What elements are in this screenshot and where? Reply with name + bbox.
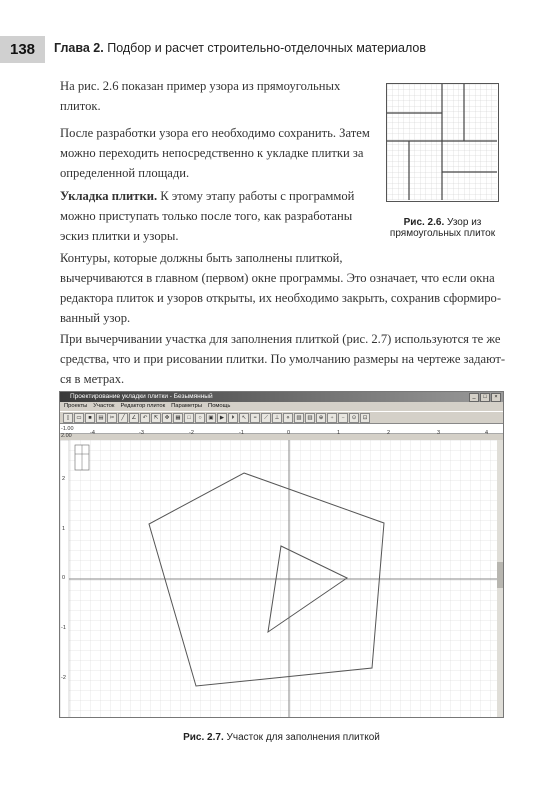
paragraph-2 (60, 123, 380, 183)
text-line: средства, что и при рисовании плитки. По умолчанию размеры на чертеже задают- (60, 352, 506, 366)
ruler-tick-label: 2 (387, 430, 391, 436)
menu-item-help[interactable]: Помощь (208, 403, 231, 409)
figure-2-6-caption (384, 217, 501, 239)
figure-2-7-caption (59, 732, 504, 743)
zoom-in-icon[interactable]: + (327, 413, 337, 423)
text-line: ванный узор. (60, 311, 131, 325)
ruler-tick-label: -4 (90, 430, 95, 436)
ruler-tick-label: -1 (239, 430, 244, 436)
zoom-window-icon[interactable]: ⊡ (360, 413, 370, 423)
ruler-tick-label: -3 (139, 430, 144, 436)
menu-bar (60, 402, 503, 411)
close-button[interactable]: × (491, 393, 501, 402)
caption-text: Узор из (447, 217, 482, 228)
section-run-in-heading: Укладка плитки. (60, 189, 158, 203)
chapter-title: Подбор и расчет строительно-отделочных материалов (107, 41, 427, 55)
undo-icon[interactable]: ↶ (140, 413, 150, 423)
ruler-tick-label: 4 (485, 430, 489, 436)
text-line: определенной площади. (60, 166, 190, 180)
play-icon[interactable]: ▶ (217, 413, 227, 423)
running-header (54, 41, 426, 55)
save-icon[interactable]: ■ (85, 413, 95, 423)
chapter-label: Глава 2. (54, 41, 104, 55)
ruler-tick-label: -2 (61, 675, 66, 681)
text-line: ся в метрах. (60, 372, 125, 386)
figure-label: Рис. 2.6. (403, 217, 445, 228)
toolbar (60, 411, 503, 424)
text-line: вычерчиваются в главном (первом) окне программы. Это означает, что если окна (60, 271, 495, 285)
minimize-button[interactable]: _ (469, 393, 479, 402)
tile-pattern-drawing (387, 84, 497, 200)
print-icon[interactable]: ▤ (96, 413, 106, 423)
text-line: можно переходить непосредственно к укладке плитки за (60, 146, 364, 160)
text-run: К этому этапу работы с программой (157, 189, 355, 203)
hatch-icon[interactable]: ▧ (294, 413, 304, 423)
window-controls (469, 393, 501, 402)
polyline-tool-icon[interactable]: ∠ (129, 413, 139, 423)
caption-line (384, 217, 501, 228)
menu-item-area[interactable]: Участок (93, 403, 115, 409)
zoom-icon[interactable]: ⊕ (316, 413, 326, 423)
ruler-tick-label: 0 (62, 575, 66, 581)
zoom-fit-icon[interactable]: ⊙ (349, 413, 359, 423)
fill-tool-icon[interactable]: ▣ (206, 413, 216, 423)
menu-item-tile-editor[interactable]: Редактор плиток (120, 403, 166, 409)
window-title: Проектирование укладки плитки - Безымянный (70, 393, 213, 400)
maximize-button[interactable]: □ (480, 393, 490, 402)
circle-tool-icon[interactable]: ○ (195, 413, 205, 423)
layers-icon[interactable]: ≡ (250, 413, 260, 423)
text-line: При вычерчивании участка для заполнения плиткой (рис. 2.7) используются те же (60, 332, 501, 346)
ruler-tick-label: 1 (62, 526, 66, 532)
diagonal-icon[interactable]: ⟋ (261, 413, 271, 423)
new-file-icon[interactable]: ▯ (63, 413, 73, 423)
ruler-tick-label: 3 (437, 430, 441, 436)
cut-icon[interactable]: ✂ (107, 413, 117, 423)
text-line: После разработки узора его необходимо сохранить. Затем (60, 126, 370, 140)
text-line: эскиз плитки и узоры. (60, 229, 179, 243)
ruler-tick-label: 1 (337, 430, 341, 436)
text-line: плиток. (60, 99, 101, 113)
paragraph-4 (60, 248, 510, 328)
paragraph-1 (60, 76, 370, 116)
text-line: Контуры, которые должны быть заполнены плиткой, (60, 251, 343, 265)
grid-icon[interactable]: ▦ (173, 413, 183, 423)
text-line: На рис. 2.6 показан пример узора из прямоугольных (60, 79, 341, 93)
program-window-screenshot (59, 391, 504, 718)
window-titlebar (60, 392, 503, 402)
select-tool-icon[interactable]: ⇱ (151, 413, 161, 423)
ruler-tick-label: -2 (189, 430, 194, 436)
text-line (60, 186, 380, 206)
open-folder-icon[interactable]: ▭ (74, 413, 84, 423)
node-icon[interactable]: ⋄ (283, 413, 293, 423)
page-number: 138 (0, 36, 45, 63)
caption-text: Участок для заполнения плиткой (226, 732, 380, 743)
line-tool-icon[interactable]: ╱ (118, 413, 128, 423)
measure-icon[interactable]: ⊥ (272, 413, 282, 423)
figure-label: Рис. 2.7. (183, 732, 224, 743)
tile-pattern-figure (386, 83, 499, 202)
corner-label: -1.00 (61, 426, 74, 432)
zoom-out-icon[interactable]: − (338, 413, 348, 423)
ruler-tick-label: -1 (61, 625, 66, 631)
ruler-labels (60, 426, 503, 718)
step-icon[interactable]: ⏵ (228, 413, 238, 423)
paragraph-5 (60, 329, 510, 389)
drawing-canvas[interactable] (60, 426, 503, 718)
corner-label: 2.00 (61, 433, 72, 439)
rectangle-tool-icon[interactable]: □ (184, 413, 194, 423)
text-line: редактора плиток и узоров открыты, их необходимо закрыть, сохранив сформиро- (60, 291, 502, 305)
text-line: можно приступать только после того, как разработаны (60, 209, 353, 223)
paragraph-3 (60, 186, 380, 246)
ruler-tick-label: 2 (62, 476, 66, 482)
tiles-icon[interactable]: ▥ (305, 413, 315, 423)
menu-item-projects[interactable]: Проекты (64, 403, 88, 409)
caption-line: прямоугольных плиток (389, 228, 496, 239)
move-tool-icon[interactable]: ✥ (162, 413, 172, 423)
menu-item-parameters[interactable]: Параметры (171, 403, 203, 409)
pointer-icon[interactable]: ↖ (239, 413, 249, 423)
ruler-tick-label: 0 (287, 430, 291, 436)
